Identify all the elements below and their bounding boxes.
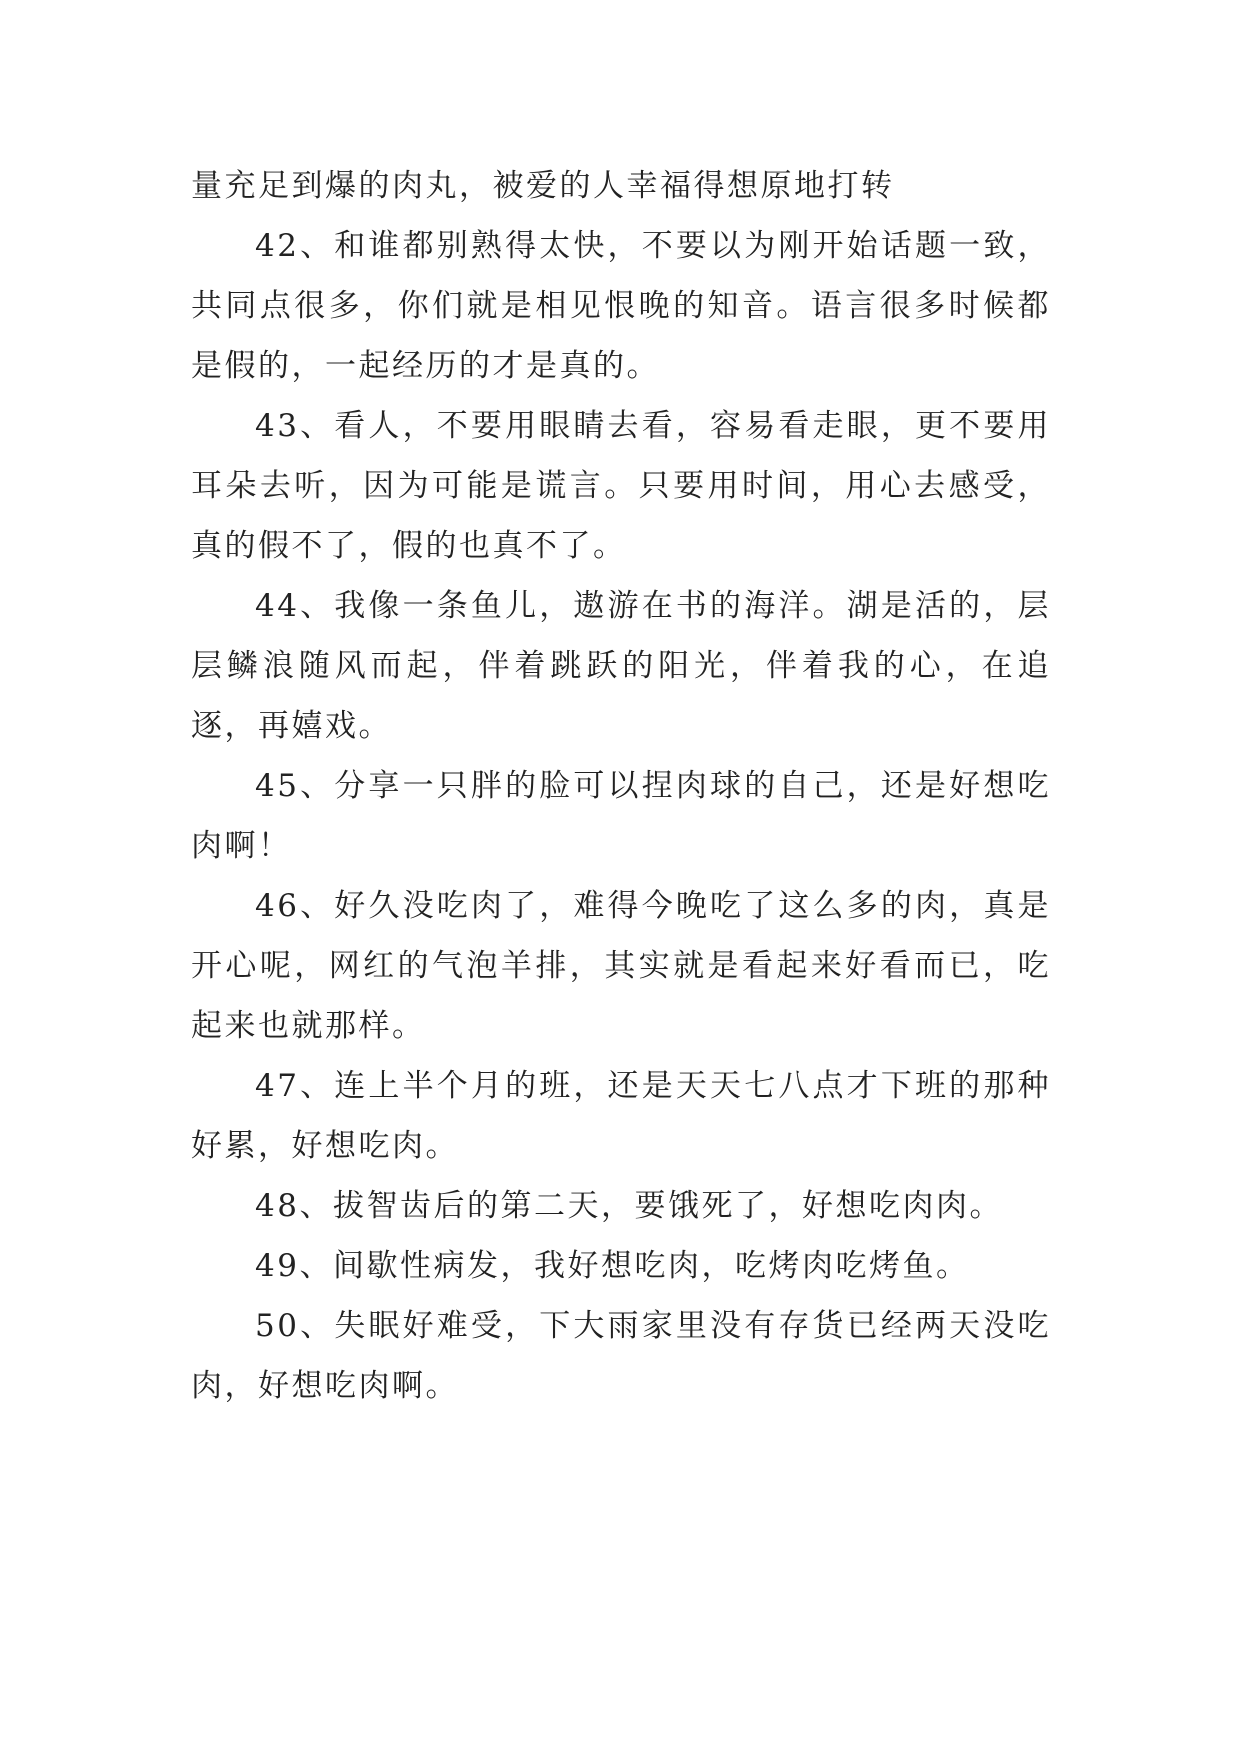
paragraph-42: 42、和谁都别熟得太快，不要以为刚开始话题一致，共同点很多，你们就是相见恨晚的知音。语言很多时候都是假的，一起经历的才是真的。: [191, 228, 1051, 384]
document-body: [191, 156, 1051, 1416]
paragraph-45: 45、分享一只胖的脸可以捏肉球的自己，还是好想吃肉啊！: [191, 768, 1051, 864]
paragraph-48: 48、拔智齿后的第二天，要饿死了，好想吃肉肉。: [255, 1188, 1003, 1224]
paragraph-44: 44、我像一条鱼儿，遨游在书的海洋。湖是活的，层层鳞浪随风而起，伴着跳跃的阳光，伴着我的心，在追逐，再嬉戏。: [191, 588, 1051, 744]
paragraph-continuation: 量充足到爆的肉丸，被爱的人幸福得想原地打转: [191, 168, 895, 204]
paragraph-46: 46、好久没吃肉了，难得今晚吃了这么多的肉，真是开心呢，网红的气泡羊排，其实就是看起来好看而已，吃起来也就那样。: [191, 888, 1051, 1044]
paragraph-43: 43、看人，不要用眼睛去看，容易看走眼，更不要用耳朵去听，因为可能是谎言。只要用时间，用心去感受，真的假不了，假的也真不了。: [191, 408, 1051, 564]
paragraph-49: 49、间歇性病发，我好想吃肉，吃烤肉吃烤鱼。: [255, 1248, 970, 1284]
paragraph-50: 50、失眠好难受，下大雨家里没有存货已经两天没吃肉，好想吃肉啊。: [191, 1308, 1051, 1404]
paragraph-47: 47、连上半个月的班，还是天天七八点才下班的那种好累，好想吃肉。: [191, 1068, 1051, 1164]
